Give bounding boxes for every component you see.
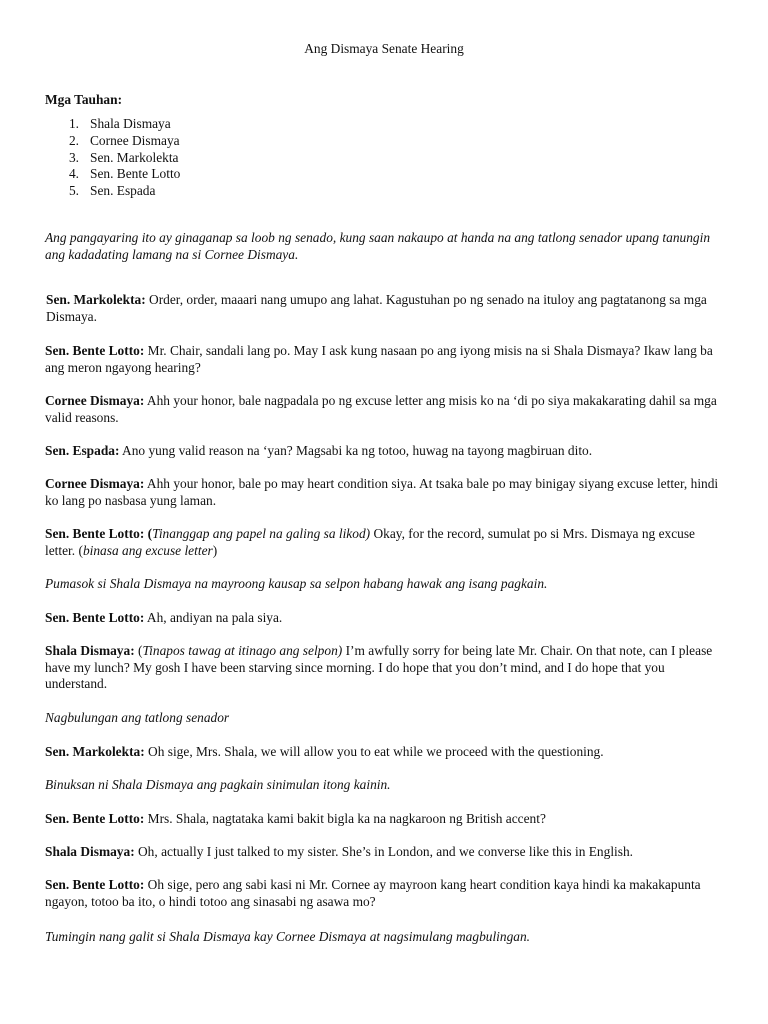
dialogue-text: Ahh your honor, bale nagpadala po ng excuse letter ang misis ko na ‘di po siya makakarating dahil sa mga valid reasons. bbox=[45, 393, 717, 425]
dialogue-text: I’m awfully sorry for being late Mr. Chair. On that note, can I please have my lunch? My gosh I have been starving since morning. I do hope that you don’t mind, and I do hope that you understand. bbox=[45, 643, 713, 692]
speaker-name: Sen. Bente Lotto: ( bbox=[45, 526, 153, 541]
speaker-name: Sen. Bente Lotto: bbox=[45, 811, 145, 826]
cast-name: Cornee Dismaya bbox=[90, 132, 180, 148]
speaker-name: Cornee Dismaya: bbox=[45, 393, 145, 408]
dialogue-line bbox=[45, 643, 725, 693]
intro-paragraph: Ang pangayaring ito ay ginaganap sa loob ng senado, kung saan nakaupo at handa na ang tatlong senador upang tanungin ang kadadating lamang na si Cornee Dismaya. bbox=[45, 230, 711, 262]
cast-heading: Mga Tauhan: bbox=[45, 92, 123, 107]
dialogue-text: Ah, andiyan na pala siya. bbox=[144, 610, 283, 625]
cast-list bbox=[45, 116, 180, 200]
cast-list-item bbox=[45, 150, 180, 167]
stage-direction: Tumingin nang galit si Shala Dismaya kay Cornee Dismaya at nagsimulang magbulingan. bbox=[45, 929, 531, 944]
cast-number: 3. bbox=[68, 149, 79, 165]
speaker-name: Sen. Bente Lotto: bbox=[45, 610, 145, 625]
dialogue-text: Okay, for the record, sumulat po si Mrs. Dismaya ng excuse letter. ( bbox=[45, 526, 696, 558]
cast-list-item bbox=[45, 166, 180, 183]
speaker-name: Sen. Bente Lotto: bbox=[45, 343, 145, 358]
dialogue-text: ( bbox=[134, 643, 143, 658]
stage-aside: Tinapos tawag at itinago ang selpon) bbox=[142, 643, 343, 658]
dialogue-text: Order, order, maaari nang umupo ang lahat. Kagustuhan po ng senado na ituloy ang pagtatanong sa mga Dismaya. bbox=[46, 292, 707, 324]
dialogue-text: Oh sige, Mrs. Shala, we will allow you to eat while we proceed with the questioning. bbox=[144, 744, 604, 759]
dialogue-line bbox=[45, 844, 725, 861]
cast-list-item bbox=[45, 116, 180, 133]
stage-direction: Binuksan ni Shala Dismaya ang pagkain sinimulan itong kainin. bbox=[45, 777, 391, 792]
dialogue-text: Oh, actually I just talked to my sister. She’s in London, and we converse like this in English. bbox=[134, 844, 634, 859]
dialogue-line bbox=[45, 393, 725, 426]
cast-list-item bbox=[45, 133, 180, 150]
stage-aside: binasa ang excuse letter bbox=[82, 542, 213, 558]
dialogue-line bbox=[45, 744, 725, 761]
dialogue-text: Ano yung valid reason na ‘yan? Magsabi ka ng totoo, huwag na tayong magbiruan dito. bbox=[119, 443, 593, 458]
dialogue-line bbox=[45, 476, 725, 509]
cast-number: 5. bbox=[68, 183, 79, 199]
speaker-name: Sen. Bente Lotto: bbox=[45, 877, 145, 892]
stage-direction: Nagbulungan ang tatlong senador bbox=[45, 710, 230, 725]
speaker-name: Sen. Markolekta: bbox=[46, 292, 146, 307]
cast-number: 2. bbox=[68, 132, 79, 148]
dialogue-text: ) bbox=[212, 542, 218, 558]
dialogue-line bbox=[45, 610, 725, 627]
cast-number: 4. bbox=[68, 166, 79, 182]
cast-number: 1. bbox=[68, 116, 79, 131]
speaker-name: Sen. Markolekta: bbox=[45, 744, 145, 759]
speaker-name: Shala Dismaya: bbox=[45, 844, 135, 859]
dialogue-line bbox=[45, 526, 725, 559]
dialogue-line bbox=[45, 877, 725, 910]
cast-list-item bbox=[45, 183, 180, 200]
dialogue-line bbox=[45, 443, 725, 460]
document-title: Ang Dismaya Senate Hearing bbox=[304, 41, 464, 56]
cast-name: Sen. Bente Lotto bbox=[90, 166, 181, 182]
speaker-name: Shala Dismaya: bbox=[45, 643, 135, 658]
dialogue-text: Oh sige, pero ang sabi kasi ni Mr. Cornee ay mayroon kang heart condition kaya hindi ka makakapunta ngayon, totoo ba ito, o hindi totoo ang sinasabi ng asawa mo? bbox=[45, 877, 701, 909]
stage-aside: Tinanggap ang papel na galing sa likod) bbox=[152, 526, 371, 541]
stage-direction: Pumasok si Shala Dismaya na mayroong kausap sa selpon habang hawak ang isang pagkain. bbox=[45, 576, 548, 591]
dialogue-text: Mr. Chair, sandali lang po. May I ask kung nasaan po ang iyong misis na si Shala Dismaya? Ikaw lang ba ang meron ngayong hearing? bbox=[45, 343, 713, 375]
cast-name: Sen. Espada bbox=[90, 183, 156, 199]
dialogue-text: Ahh your honor, bale po may heart condition siya. At tsaka bale po may binigay siyang excuse letter, hindi ko lang po nasbasa yung laman. bbox=[45, 476, 719, 508]
dialogue-line bbox=[45, 811, 725, 828]
cast-name: Sen. Markolekta bbox=[90, 149, 179, 165]
dialogue-line bbox=[45, 343, 725, 376]
speaker-name: Cornee Dismaya: bbox=[45, 476, 145, 491]
cast-name: Shala Dismaya bbox=[90, 116, 171, 131]
dialogue-line bbox=[46, 292, 726, 325]
dialogue-text: Mrs. Shala, nagtataka kami bakit bigla ka na nagkaroon ng British accent? bbox=[144, 811, 546, 826]
speaker-name: Sen. Espada: bbox=[45, 443, 120, 458]
